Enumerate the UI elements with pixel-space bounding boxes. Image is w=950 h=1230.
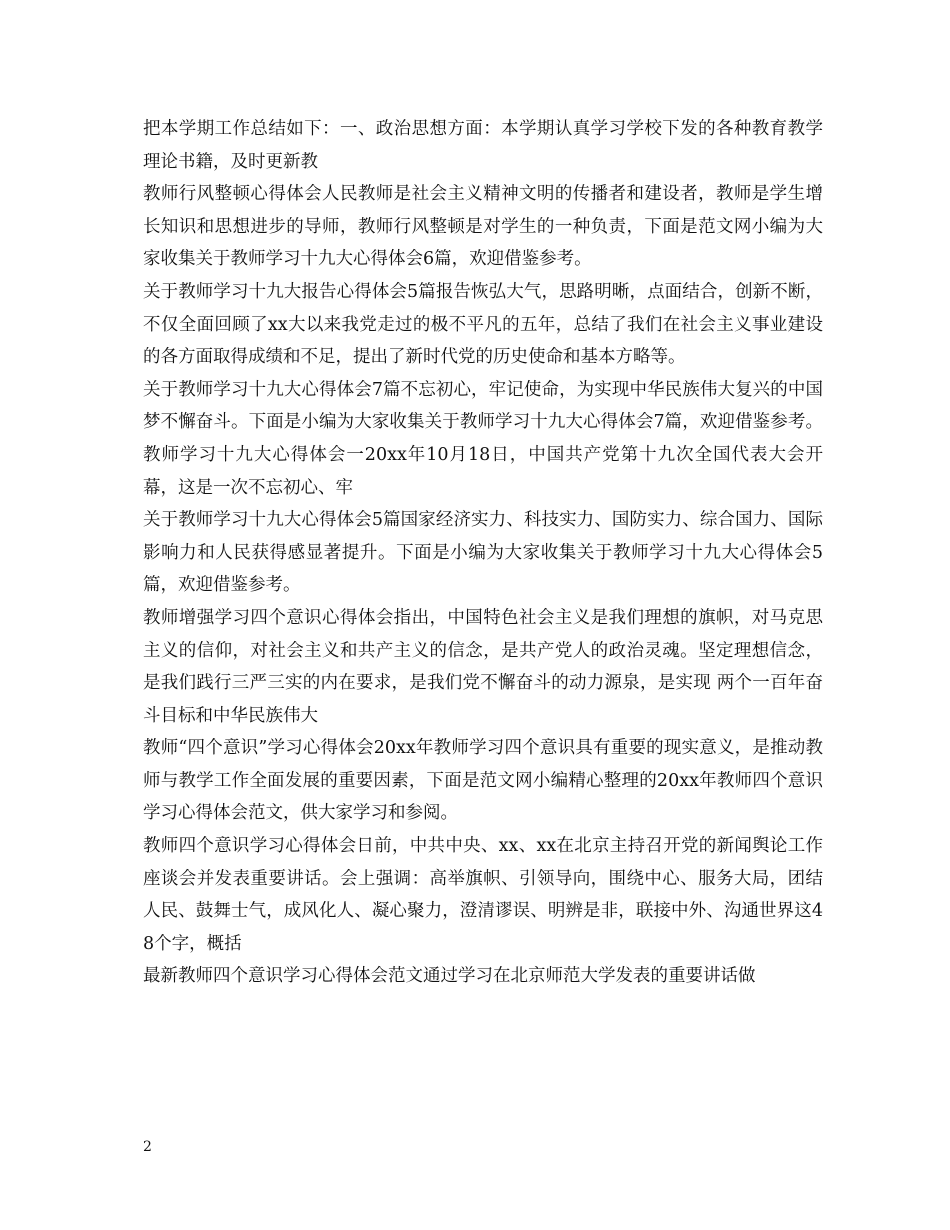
paragraph-7: 教师“四个意识”学习心得体会20xx年教师学习四个意识具有重要的现实意义，是推动教师与教学工作全面发展的重要因素，下面是范文网小编精心整理的20xx年教师四个意识学习心得体会范文，供大家学习和参阅。 bbox=[143, 738, 823, 824]
paragraph-1: 把本学期工作总结如下：一、政治思想方面：本学期认真学习学校下发的各种教育教学理论书籍，及时更新教 bbox=[143, 119, 823, 172]
paragraph-8: 教师四个意识学习心得体会日前，中共中央、xx、xx在北京主持召开党的新闻舆论工作座谈会并发表重要讲话。会上强调：高举旗帜、引领导向，围绕中心、服务大局，团结人民、鼓舞士气，成风化人、凝心聚力，澄清谬误、明辨是非，联接中外、沟通世界这48个字，概括 bbox=[143, 836, 823, 954]
paragraph-4: 关于教师学习十九大心得体会7篇不忘初心，牢记使命，为实现中华民族伟大复兴的中国梦不懈奋斗。下面是小编为大家收集关于教师学习十九大心得体会7篇，欢迎借鉴参考。教师学习十九大心得体会一20xx年10月18日，中国共产党第十九次全国代表大会开幕，这是一次不忘初心、牢 bbox=[143, 379, 823, 498]
paragraph-2: 教师行风整顿心得体会人民教师是社会主义精神文明的传播者和建设者，教师是学生增长知识和思想进步的导师，教师行风整顿是对学生的一种负责，下面是范文网小编为大家收集关于教师学习十九大心得体会6篇，欢迎借鉴参考。 bbox=[143, 184, 823, 270]
paragraph-9: 最新教师四个意识学习心得体会范文通过学习在北京师范大学发表的重要讲话做 bbox=[143, 966, 756, 987]
page-number: 2 bbox=[143, 1139, 152, 1155]
document-body bbox=[143, 113, 823, 993]
paragraph-6: 教师增强学习四个意识心得体会指出，中国特色社会主义是我们理想的旗帜，对马克思主义的信仰，对社会主义和共产主义的信念，是共产党人的政治灵魂。坚定理想信念，是我们践行三严三实的内在要求，是我们党不懈奋斗的动力源泉，是实现 两个一百年奋斗目标和中华民族伟大 bbox=[143, 607, 823, 726]
paragraph-3: 关于教师学习十九大报告心得体会5篇报告恢弘大气，思路明晰，点面结合，创新不断，不仅全面回顾了xx大以来我党走过的极不平凡的五年，总结了我们在社会主义事业建设的各方面取得成绩和不足，提出了新时代党的历史使命和基本方略等。 bbox=[143, 281, 823, 368]
paragraph-5: 关于教师学习十九大心得体会5篇国家经济实力、科技实力、国防实力、综合国力、国际影响力和人民获得感显著提升。下面是小编为大家收集关于教师学习十九大心得体会5篇，欢迎借鉴参考。 bbox=[143, 510, 823, 596]
